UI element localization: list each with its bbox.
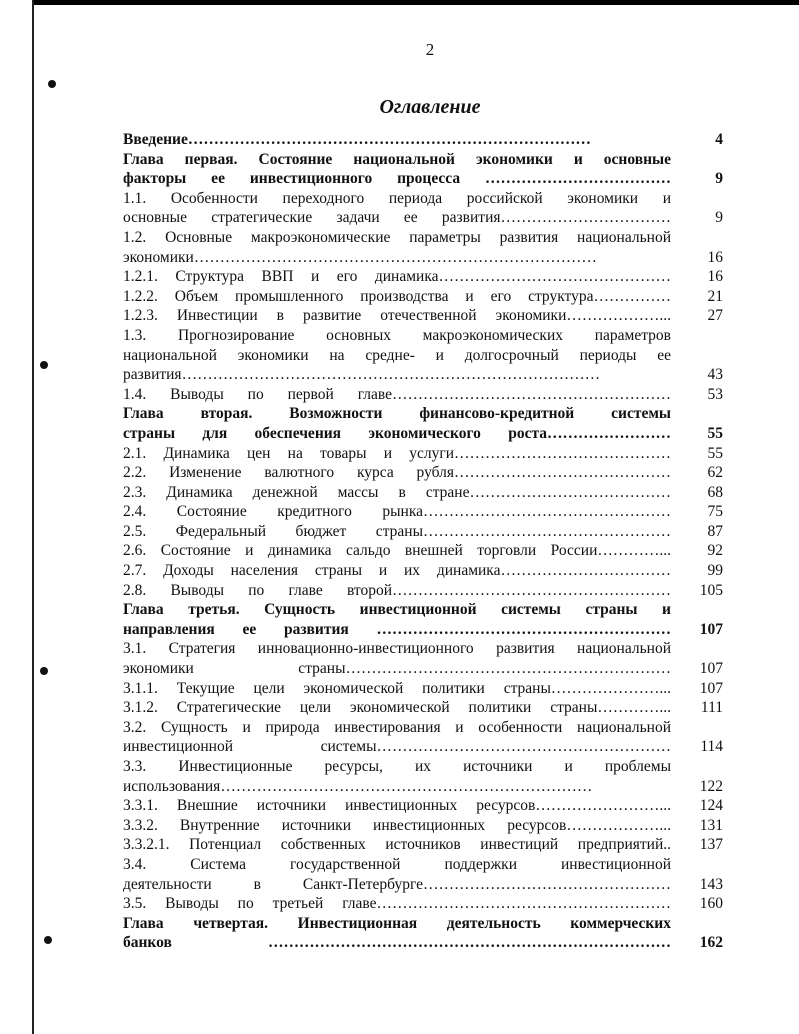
toc-page-number: 111 [700, 699, 723, 717]
toc-entry-title [123, 306, 671, 326]
toc-entry-line: инвестиционной системы………………………………………………… [123, 738, 671, 756]
toc-page-number: 105 [699, 581, 723, 599]
toc-entry[interactable] [123, 483, 723, 503]
toc-page-number: 122 [699, 777, 723, 795]
toc-entry-title [123, 404, 671, 443]
toc-entry-line: экономики…………………………………………………………………… [123, 248, 597, 266]
toc-entry-line: основные стратегические задачи ее развития…………………………… [123, 209, 671, 227]
scan-border-top [32, 0, 799, 5]
toc-page-number: 43 [707, 366, 723, 384]
toc-chapter-entry[interactable] [123, 914, 723, 953]
toc-entry-title [123, 816, 671, 836]
toc-entry-line: 3.1. Стратегия инновационно-инвестиционного развития национальной [123, 640, 671, 658]
toc-entry-title [123, 561, 671, 581]
toc-entry[interactable] [123, 444, 723, 464]
toc-entry-line: 1.4. Выводы по первой главе……………………………………………… [123, 385, 671, 403]
toc-page-number: 62 [707, 464, 723, 482]
toc-entry-line: экономики страны……………………………………………………… [123, 660, 671, 678]
toc-entry[interactable] [123, 541, 723, 561]
toc-entry[interactable] [123, 639, 723, 678]
toc-entry-title [123, 287, 671, 307]
page-number: 2 [425, 40, 435, 59]
toc-entry-line: 2.7. Доходы населения страны и их динамика…………………………… [123, 562, 671, 580]
toc-entry[interactable] [123, 855, 723, 894]
toc-entry-title [123, 385, 671, 405]
toc-entry-line: национальной экономики на средне- и долгосрочный периоды ее [123, 346, 671, 364]
toc-entry-line: 2.1. Динамика цен на товары и услуги…………………………………… [123, 444, 671, 462]
toc-entry[interactable] [123, 267, 723, 287]
toc-entry[interactable] [123, 757, 723, 796]
toc-entry-title [123, 463, 671, 483]
toc-entry-line: 3.3. Инвестиционные ресурсы, их источники и проблемы [123, 758, 671, 775]
toc-entry-title [123, 483, 671, 503]
toc-entry-line: 3.4. Система государственной поддержки инвестиционной [123, 855, 671, 873]
toc-page-number: 99 [707, 562, 723, 580]
toc-page-number: 21 [707, 287, 723, 305]
toc-entry[interactable] [123, 189, 723, 228]
toc-entry-line: 3.2. Сущность и природа инвестирования и особенности национальной [123, 718, 671, 736]
toc-page-number: 143 [699, 875, 723, 893]
table-of-contents [123, 130, 723, 953]
toc-entry[interactable] [123, 581, 723, 601]
toc-entry[interactable] [123, 463, 723, 483]
toc-page-number: 75 [707, 503, 723, 521]
toc-entry-title [123, 855, 671, 894]
toc-entry-title [123, 679, 671, 699]
toc-page-number: 16 [707, 268, 723, 286]
toc-chapter-entry[interactable] [123, 130, 723, 150]
toc-entry-title [123, 267, 671, 287]
toc-entry-line: 2.8. Выводы по главе второй……………………………………………… [123, 581, 671, 599]
toc-entry-line: страны для обеспечения экономического роста…………………… [123, 424, 671, 442]
toc-entry-line: 1.2.2. Объем промышленного производства и его структура…………… [123, 287, 671, 305]
toc-page-number: 27 [707, 307, 723, 325]
toc-page-number: 87 [707, 522, 723, 540]
binding-hole-mark [40, 667, 48, 675]
toc-entry-line: направления ее развития ………………………………………………… [123, 620, 671, 638]
toc-page-number: 162 [699, 934, 723, 952]
toc-page-number: 107 [699, 679, 723, 697]
toc-entry-line: 3.5. Выводы по третьей главе………………………………………………… [123, 895, 671, 913]
toc-entry-line: 2.2. Изменение валютного курса рубля…………………………………… [123, 464, 671, 482]
toc-entry-title [123, 228, 671, 267]
toc-entry-title [123, 444, 671, 464]
toc-entry[interactable] [123, 561, 723, 581]
toc-entry-title [123, 502, 671, 522]
toc-entry-title [123, 541, 671, 561]
toc-entry-line: Введение…………………………………………………………………… [123, 131, 591, 148]
toc-entry[interactable] [123, 816, 723, 836]
toc-entry[interactable] [123, 894, 723, 914]
toc-entry-line: 2.4. Состояние кредитного рынка………………………………………… [123, 503, 671, 521]
toc-chapter-entry[interactable] [123, 404, 723, 443]
toc-page-number: 53 [707, 385, 723, 403]
toc-entry-line: факторы ее инвестиционного процесса ……………………………… [123, 170, 671, 188]
toc-page-number: 114 [700, 738, 723, 756]
toc-chapter-entry[interactable] [123, 150, 723, 189]
binding-hole-mark [48, 80, 56, 88]
toc-entry-line: развития……………………………………………………………………… [123, 366, 601, 384]
toc-entry[interactable] [123, 502, 723, 522]
toc-entry-title [123, 189, 671, 228]
toc-entry-title [123, 522, 671, 542]
toc-entry-line: 1.2.1. Структура ВВП и его динамика……………………………………… [123, 268, 671, 286]
toc-entry-title [123, 130, 671, 150]
toc-entry-line: использования……………………………………………………………… [123, 777, 593, 795]
toc-entry-title [123, 150, 671, 189]
toc-page-number: 16 [707, 248, 723, 266]
toc-entry-line: деятельности в Санкт-Петербурге………………………………………… [123, 875, 671, 893]
toc-entry-line: 2.6. Состояние и динамика сальдо внешней торговли России…………... [123, 542, 671, 560]
toc-entry[interactable] [123, 385, 723, 405]
toc-page-number: 107 [699, 660, 723, 678]
toc-page-number: 131 [699, 816, 723, 834]
toc-entry-line: 3.1.2. Стратегические цели экономической политики страны…………... [123, 699, 671, 717]
toc-entry-title [123, 326, 671, 385]
toc-entry-title [123, 698, 671, 718]
toc-entry-line: Глава первая. Состояние национальной экономики и основные [123, 150, 671, 168]
toc-page-number: 55 [707, 424, 723, 442]
binding-hole-mark [40, 361, 48, 369]
toc-page-number: 4 [715, 131, 723, 148]
toc-entry-line: 2.5. Федеральный бюджет страны………………………………………… [123, 522, 671, 540]
toc-entry[interactable] [123, 522, 723, 542]
toc-entry[interactable] [123, 228, 723, 267]
toc-entry-line: 2.3. Динамика денежной массы в стране………………………………… [123, 483, 671, 501]
toc-entry[interactable] [123, 306, 723, 326]
toc-entry-title [123, 718, 671, 757]
toc-entry-line: 3.3.1. Внешние источники инвестиционных ресурсов……………………... [123, 797, 671, 815]
toc-entry-line: 1.3. Прогнозирование основных макроэкономических параметров [123, 326, 671, 344]
toc-page-number: 68 [707, 483, 723, 501]
toc-entry[interactable] [123, 698, 723, 718]
toc-entry-title [123, 757, 671, 796]
toc-entry-line: 3.1.1. Текущие цели экономической политики страны…………………... [123, 679, 671, 697]
toc-page-number: 107 [699, 620, 723, 638]
toc-entry-line: банков …………………………………………………………………… [123, 934, 671, 952]
toc-entry-title [123, 894, 671, 914]
toc-entry-line: 1.2.3. Инвестиции в развитие отечественной экономики………………... [123, 307, 671, 325]
toc-entry-line: Глава четвертая. Инвестиционная деятельность коммерческих [123, 914, 671, 932]
toc-page-number: 137 [699, 836, 723, 854]
toc-entry-title [123, 639, 671, 678]
binding-hole-mark [44, 936, 52, 944]
toc-entry-title [123, 581, 671, 601]
toc-entry[interactable] [123, 835, 723, 855]
toc-page-number: 9 [715, 170, 723, 188]
toc-page-number: 92 [707, 542, 723, 560]
toc-entry-title [123, 600, 671, 639]
toc-entry-line: 3.3.2. Внутренние источники инвестиционных ресурсов………………... [123, 816, 671, 834]
toc-entry-title [123, 796, 671, 816]
toc-entry[interactable] [123, 796, 723, 816]
toc-page-number: 55 [707, 444, 723, 462]
toc-entry-line: 1.2. Основные макроэкономические параметры развития национальной [123, 228, 671, 246]
toc-entry-line: 3.3.2.1. Потенциал собственных источников инвестиций предприятий.. [123, 836, 671, 854]
toc-entry-line: 1.1. Особенности переходного периода российской экономики и [123, 189, 671, 207]
toc-page-number: 124 [699, 797, 723, 815]
toc-page-number: 9 [715, 209, 723, 227]
toc-entry[interactable] [123, 679, 723, 699]
toc-entry[interactable] [123, 718, 723, 757]
page-title: Оглавление [379, 96, 481, 118]
toc-page-number: 160 [699, 895, 723, 913]
toc-entry[interactable] [123, 326, 723, 385]
toc-entry[interactable] [123, 287, 723, 307]
scan-border-left [32, 0, 34, 1034]
toc-entry-title [123, 914, 671, 953]
toc-entry-title [123, 835, 671, 855]
toc-entry-line: Глава вторая. Возможности финансово-кредитной системы [123, 405, 671, 423]
toc-chapter-entry[interactable] [123, 600, 723, 639]
toc-entry-line: Глава третья. Сущность инвестиционной системы страны и [123, 601, 671, 619]
